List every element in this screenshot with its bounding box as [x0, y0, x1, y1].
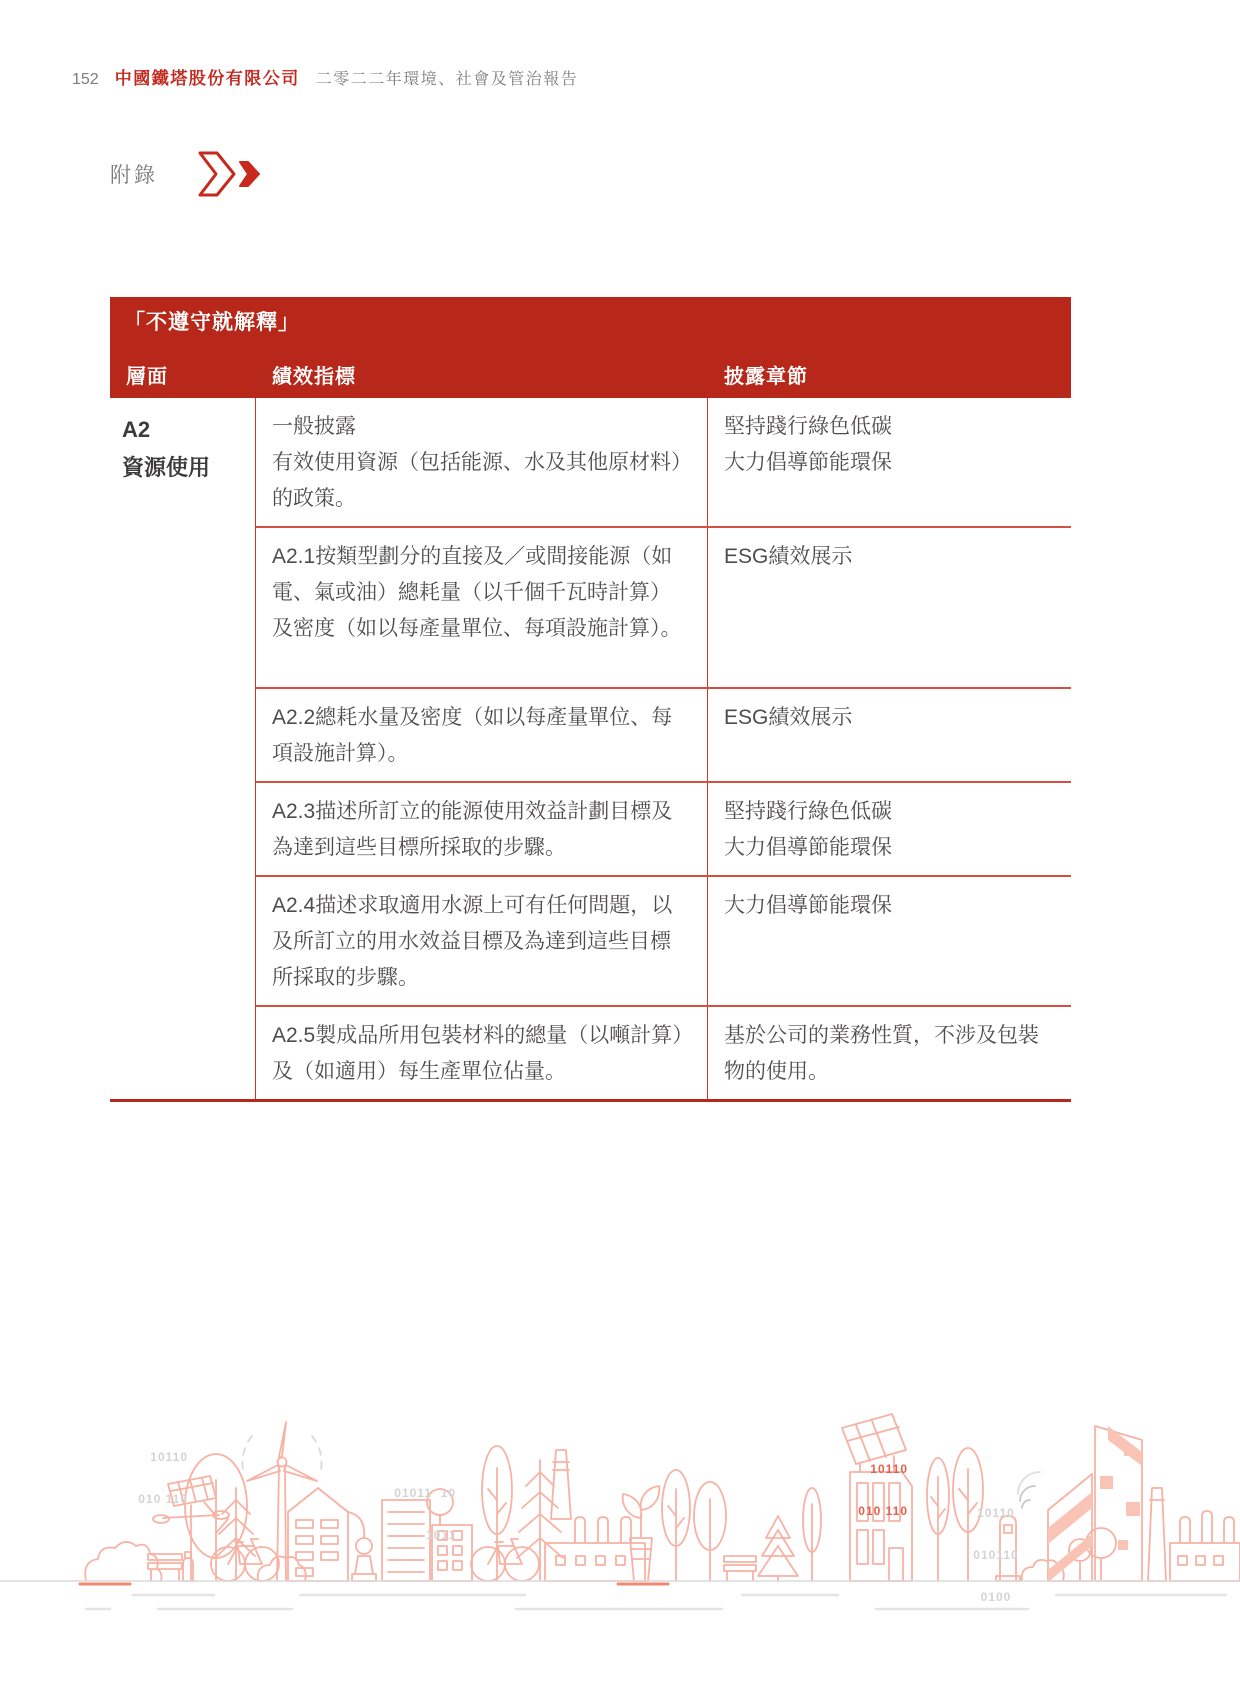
disclosure-line: 大力倡導節能環保: [724, 451, 892, 474]
bench-icon: [148, 1554, 182, 1581]
tree-icon: [803, 1488, 821, 1581]
aspect-cell: [110, 398, 256, 1099]
kpi-cell: [256, 528, 708, 687]
disclosure-line: 堅持踐行綠色低碳: [724, 800, 892, 823]
disclosure-line: 堅持踐行綠色低碳: [724, 415, 892, 438]
table-row: [256, 1005, 1071, 1099]
kpi-cell: [256, 783, 708, 875]
table-row: [256, 687, 1071, 781]
bollard-icon: [181, 1552, 195, 1581]
sprout-plant-icon: [623, 1486, 660, 1581]
report-title: 二零二二年環境、社會及管治報告: [315, 71, 579, 88]
disclosure-cell: [708, 783, 1071, 875]
table-title: 「不遵守就解釋」: [124, 311, 300, 334]
company-name: 中國鐵塔股份有限公司: [114, 69, 300, 88]
table-row: [256, 398, 1071, 526]
table-row: [256, 526, 1071, 687]
table-row: [256, 875, 1071, 1005]
binary-label: 01011 10 1011: [394, 1486, 456, 1542]
disclosure-cell: [708, 528, 1071, 687]
disclosure-line: 大力倡導節能環保: [724, 836, 892, 859]
bush-icon: [85, 1542, 161, 1581]
building-icon: [288, 1488, 348, 1581]
binary-label: 10110 010 110: [138, 1450, 188, 1506]
tree-icon: [694, 1482, 726, 1581]
tree-icon: [482, 1446, 512, 1581]
esg-index-table: [110, 297, 1071, 1102]
bicycle-icon: [211, 1539, 279, 1581]
table-rows: [256, 398, 1071, 1099]
pine-tree-icon: [758, 1516, 798, 1581]
kpi-cell: [256, 1007, 708, 1099]
kpi-intro: 一般披露: [272, 415, 356, 438]
street-lamp-icon: [348, 1512, 376, 1581]
running-head: [72, 64, 578, 89]
section-label: 附錄: [110, 164, 158, 187]
column-header-aspect: 層面: [126, 366, 168, 388]
kpi-cell: [256, 689, 708, 781]
bicycle-icon: [471, 1539, 539, 1581]
column-header-disclosure: 披露章節: [724, 366, 808, 388]
pine-tree-icon: [217, 1488, 255, 1581]
disclosure-line: 基於公司的業務性質，不涉及包裝物的使用。: [724, 1024, 1039, 1083]
disclosure-cell: [708, 877, 1071, 1005]
kpi-text: A2.3描述所訂立的能源使用效益計劃目標及為達到這些目標所採取的步驟。: [272, 800, 673, 859]
disclosure-line: ESG績效展示: [724, 706, 853, 729]
kpi-text: A2.1按類型劃分的直接及／或間接能源（如電、氣或油）總耗量（以千個千瓦時計算）及密度（如以每產量單位、每項設施計算）。: [272, 545, 682, 640]
table-header-band: [110, 297, 1071, 398]
disclosure-cell: [708, 689, 1071, 781]
disclosure-line: 大力倡導節能環保: [724, 894, 892, 917]
ground-dashes: [86, 1595, 1226, 1609]
kpi-text: A2.4描述求取適用水源上可有任何問題，以及所訂立的用水效益目標及為達到這些目標所採取的步驟。: [272, 894, 673, 989]
aspect-name: 資源使用: [122, 455, 211, 480]
disclosure-cell: [708, 1007, 1071, 1099]
column-header-kpi: 績效指標: [272, 366, 356, 388]
binary-label: 10110 010 110: [858, 1462, 908, 1518]
section-heading: [110, 150, 264, 198]
disclosure-cell: [708, 398, 1071, 526]
table-body: [110, 398, 1071, 1102]
table-row: [256, 781, 1071, 875]
factory-icon: [1148, 1488, 1240, 1581]
column-header-row: [110, 360, 1071, 389]
kpi-text: A2.5製成品所用包裝材料的總量（以噸計算）及（如適用）每生產單位佔量。: [272, 1024, 683, 1083]
page-number: 152: [72, 71, 99, 88]
tree-icon: [662, 1470, 690, 1581]
tree-icon: [927, 1458, 949, 1581]
bench-icon: [724, 1556, 756, 1581]
binary-label: 10110 010110 0100: [973, 1506, 1019, 1604]
kpi-cell: [256, 398, 708, 526]
double-chevron-icon: [196, 150, 264, 198]
kpi-text: 有效使用資源（包括能源、水及其他原材料）的政策。: [272, 451, 682, 510]
factory-icon: [545, 1450, 645, 1581]
modern-tower-icon: [1048, 1426, 1142, 1582]
kpi-text: A2.2總耗水量及密度（如以每產量單位、每項設施計算）。: [272, 706, 673, 765]
disclosure-line: ESG績效展示: [724, 545, 853, 568]
aspect-code: A2: [122, 417, 151, 442]
kpi-cell: [256, 877, 708, 1005]
